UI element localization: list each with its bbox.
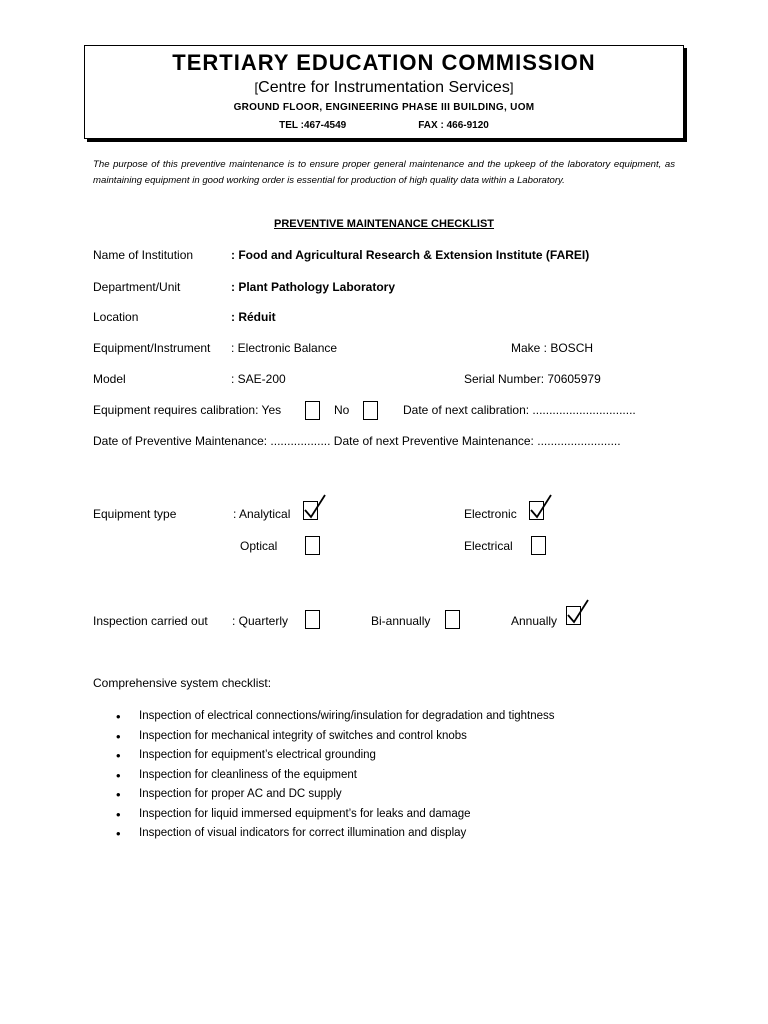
fax-number: FAX : 466-9120 — [418, 120, 489, 131]
biannually-checkbox[interactable] — [445, 610, 460, 629]
equipment-value: : Electronic Balance — [231, 341, 338, 355]
model-value: : SAE-200 — [231, 372, 286, 386]
centre-subtitle — [85, 79, 683, 97]
contact-line — [85, 120, 683, 131]
list-item: • Inspection for mechanical integrity of switches and control knobs — [116, 727, 555, 747]
tel-number: TEL :467-4549 — [279, 120, 347, 131]
location-label: Location — [93, 310, 139, 324]
list-item: • Inspection of visual indicators for correct illumination and display — [116, 824, 555, 844]
optical-checkbox[interactable] — [305, 536, 320, 555]
annually-checkbox[interactable] — [566, 606, 581, 625]
pm-dates-line: Date of Preventive Maintenance: .................. Date of next Preventive Maintenance: ......................... — [93, 434, 621, 448]
institution-value: : Food and Agricultural Research & Extension Institute (FAREI) — [231, 248, 590, 262]
model-label: Model — [93, 372, 126, 386]
next-calibration-date: Date of next calibration: ............................... — [403, 403, 636, 417]
checklist-list — [116, 707, 555, 844]
electronic-label: Electronic — [464, 507, 517, 521]
checkmark-icon — [302, 493, 326, 521]
section-title: PREVENTIVE MAINTENANCE CHECKLIST — [273, 218, 495, 230]
biannually-label: Bi-annually — [371, 614, 431, 628]
calibration-yes-checkbox[interactable] — [305, 401, 320, 420]
quarterly-checkbox[interactable] — [305, 610, 320, 629]
equipment-label: Equipment/Instrument — [93, 341, 211, 355]
list-item: • Inspection for equipment’s electrical grounding — [116, 746, 555, 766]
checkmark-icon — [528, 493, 552, 521]
address-line: GROUND FLOOR, ENGINEERING PHASE III BUILDING, UOM — [233, 102, 535, 113]
electrical-checkbox[interactable] — [531, 536, 546, 555]
header-box — [84, 45, 684, 139]
department-value: : Plant Pathology Laboratory — [231, 280, 396, 294]
centre-name: Centre for Instrumentation Services — [258, 79, 510, 96]
annually-label: Annually — [511, 614, 558, 628]
equipment-type-label: Equipment type — [93, 507, 177, 521]
optical-label: Optical — [240, 539, 278, 553]
analytical-checkbox[interactable] — [303, 501, 318, 520]
intro-paragraph: The purpose of this preventive maintenance is to ensure proper general maintenance and the upkeep of the laboratory equipment, as maintaining equipment in good working order is essential for production of high quality data within a Laboratory. — [93, 159, 675, 186]
serial-number: Serial Number: 70605979 — [464, 372, 601, 386]
list-item: • Inspection of electrical connections/wiring/insulation for degradation and tightness — [116, 707, 555, 727]
department-label: Department/Unit — [93, 280, 181, 294]
analytical-label: : Analytical — [233, 507, 291, 521]
electrical-label: Electrical — [464, 539, 513, 553]
list-item: • Inspection for proper AC and DC supply — [116, 785, 555, 805]
list-item: • Inspection for liquid immersed equipment’s for leaks and damage — [116, 805, 555, 825]
calibration-label: Equipment requires calibration: Yes — [93, 403, 282, 417]
bracket-close: ] — [509, 80, 514, 95]
location-value: : Réduit — [231, 310, 276, 324]
inspection-label: Inspection carried out — [93, 614, 208, 628]
calibration-no-checkbox[interactable] — [363, 401, 378, 420]
checkmark-icon — [565, 598, 589, 626]
bracket-open: [ — [254, 80, 259, 95]
checklist-title: Comprehensive system checklist: — [93, 676, 272, 690]
institution-label: Name of Institution — [93, 248, 194, 262]
quarterly-label: : Quarterly — [232, 614, 289, 628]
electronic-checkbox[interactable] — [529, 501, 544, 520]
calibration-no-label: No — [334, 403, 350, 417]
commission-title: TERTIARY EDUCATION COMMISSION — [172, 50, 596, 75]
list-item: • Inspection for cleanliness of the equipment — [116, 766, 555, 786]
make-value: Make : BOSCH — [511, 341, 594, 355]
